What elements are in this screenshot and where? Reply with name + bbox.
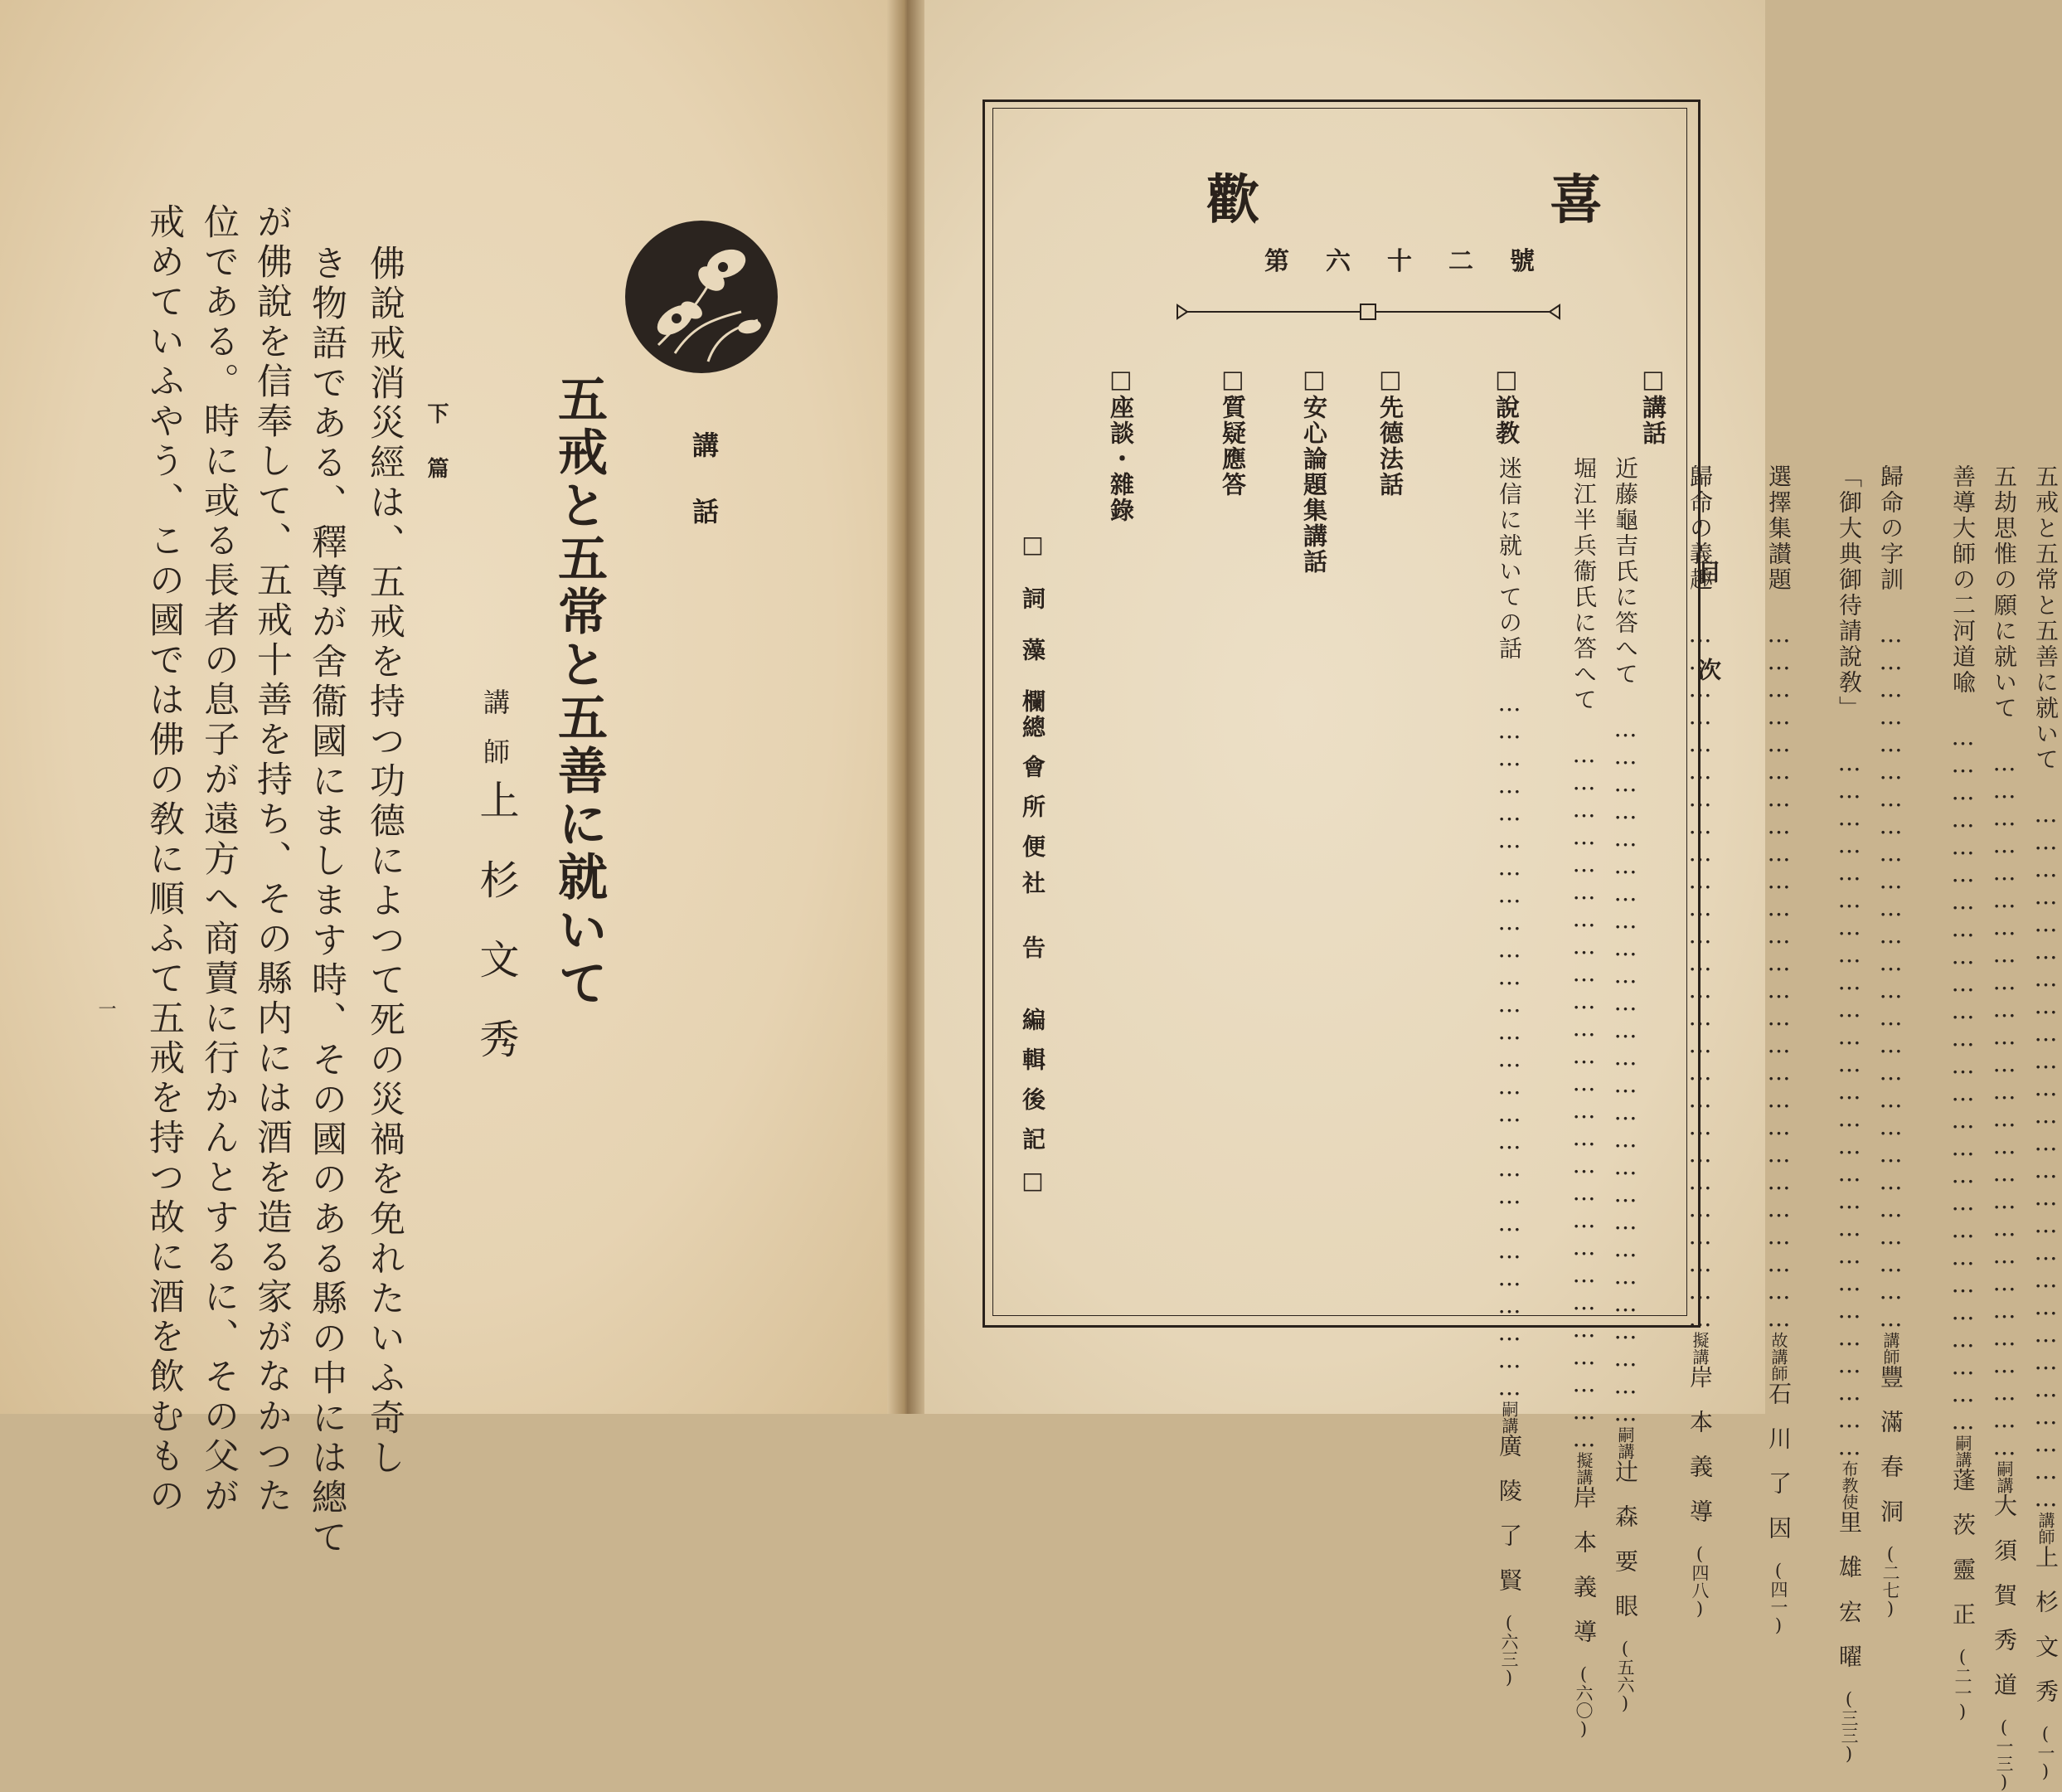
- toc-footer-item[interactable]: □ 詞藻欄: [1016, 531, 1049, 741]
- toc-entry-page: (六三): [1499, 1613, 1519, 1688]
- toc-category[interactable]: □ 說教: [1490, 365, 1524, 446]
- toc-category[interactable]: □ 講話: [1637, 365, 1671, 446]
- toc-category[interactable]: □ 質疑應答: [1216, 365, 1250, 498]
- toc-entry-title: 五劫思惟の願に就いて ……………………………………………………………………: [1560, 464, 2021, 1460]
- page-number: 一: [95, 999, 116, 1017]
- toc-entry-title: 選擇集讃題 ……………………………………………………………………: [1335, 464, 1795, 1332]
- magazine-title: 歡喜: [1206, 169, 1893, 231]
- toc-category[interactable]: □ 安心論題集講話: [1298, 365, 1332, 575]
- body-line: 佛說戒消災經は、五戒を持つ功德によつて死の災禍を免れたいふ奇し: [364, 245, 405, 1479]
- section-label: 講話: [688, 431, 720, 564]
- body-line: き物語である、釋尊が舍衞國にまします時、その國のある縣の中には總て: [306, 245, 347, 1558]
- toc-entry-author: 廣陵了賢: [1496, 1434, 1523, 1613]
- toc-entry-author: 石川了因: [1765, 1382, 1793, 1561]
- article-title: 五戒と五常と五善に就いて: [550, 373, 608, 1010]
- toc-entry-author: 岸本義導: [1570, 1485, 1598, 1664]
- toc-entry-title: 近藤龜吉氏に答へて ……………………………………………………………………: [1181, 456, 1642, 1426]
- toc-entry-role: 嗣講: [1615, 1426, 1635, 1459]
- flower-emblem-art: [625, 221, 778, 373]
- toc-entry-role: 擬講: [1574, 1452, 1594, 1485]
- flower-emblem-icon: [625, 221, 778, 373]
- toc-entry-page: (四一): [1768, 1561, 1788, 1635]
- toc-entry-page: (五六): [1615, 1639, 1635, 1713]
- lecturer-role: 講師: [479, 688, 511, 788]
- toc-entry-page: (四八): [1690, 1544, 1710, 1619]
- lecturer-name: 上杉文秀: [473, 779, 519, 1098]
- toc-entry-author: 里雄宏曜: [1836, 1510, 1863, 1689]
- toc-entry-author: 上杉文秀: [2032, 1545, 2060, 1724]
- toc-entry-author: 豐滿春洞: [1877, 1365, 1904, 1544]
- toc-entry-role: 講師: [2035, 1512, 2055, 1545]
- toc-entry-page: (三三): [1839, 1689, 1859, 1764]
- toc-entry-title: 五戒と五常と五善に就いて ……………………………………………………………………: [1602, 464, 2062, 1512]
- body-line: 位である。時に或る長者の息子が遠方へ商賣に行かんとするに、その父が: [198, 203, 240, 1517]
- toc-footer-item[interactable]: 社告: [1019, 871, 1046, 1000]
- toc-entry-role: 故講師: [1768, 1332, 1788, 1382]
- toc-entry-author: 辻森要眼: [1612, 1459, 1639, 1639]
- toc-entry-page: (一): [2035, 1724, 2055, 1781]
- body-line: が佛說を信奉して、五戒十善を持ち、その縣内には酒を造る家がなかつた: [251, 203, 293, 1517]
- toc-entry-role: 嗣講: [1953, 1435, 1972, 1468]
- toc-footer-item[interactable]: 編輯後記 □: [1016, 1008, 1049, 1211]
- toc-entry-title: 迷信に就いての話 ……………………………………………………………………: [1065, 456, 1526, 1401]
- toc-footer-item[interactable]: 總會所便: [1019, 715, 1046, 874]
- issue-label: 第六十二號: [1264, 247, 1571, 276]
- title-divider: [1176, 299, 1561, 325]
- toc-heading: 目次: [1695, 560, 1722, 755]
- toc-entry[interactable]: [1065, 456, 1526, 1688]
- toc-entry-page: (六〇): [1574, 1664, 1594, 1739]
- toc-entry-page: (二一): [1953, 1647, 1972, 1722]
- toc-entry-page: (一三): [1994, 1717, 2014, 1792]
- toc-entry-role: 擬講: [1690, 1332, 1710, 1365]
- toc-entry-page: (二七): [1880, 1544, 1900, 1619]
- book-gutter: [887, 0, 924, 1414]
- toc-entry-role: 嗣講: [1994, 1460, 2014, 1493]
- toc-entry-title: 歸命の字訓 ……………………………………………………………………: [1447, 464, 1907, 1332]
- toc-entry-author: 大須賀秀道: [1991, 1493, 2018, 1717]
- toc-entry-title: 「御大典御待請說敎」 ……………………………………………………………………: [1405, 464, 1866, 1460]
- part-label: 下篇: [424, 402, 449, 512]
- left-page: [0, 0, 900, 1414]
- toc-entry-author: 蓬茨靈正: [1949, 1468, 1977, 1647]
- toc-entry-title: 歸命の義趣 ……………………………………………………………………: [1256, 464, 1716, 1332]
- toc-entry-role: 講師: [1880, 1332, 1900, 1365]
- toc-entry-title: 善導大師の二河道喩 ……………………………………………………………………: [1519, 464, 1979, 1435]
- toc-entry-title: 堀江半兵衞氏に答へて ……………………………………………………………………: [1140, 456, 1600, 1452]
- body-line: 戒めていふやう、この國では佛の敎に順ふて五戒を持つ故に酒を飲むもの: [143, 203, 185, 1517]
- toc-category[interactable]: □ 座談・雜錄: [1104, 365, 1138, 523]
- toc-entry-role: 嗣講: [1499, 1401, 1519, 1434]
- toc-entry-role: 布教使: [1839, 1460, 1859, 1510]
- toc-entry-author: 岸本義導: [1686, 1365, 1714, 1544]
- toc-category[interactable]: □ 先德法話: [1374, 365, 1408, 498]
